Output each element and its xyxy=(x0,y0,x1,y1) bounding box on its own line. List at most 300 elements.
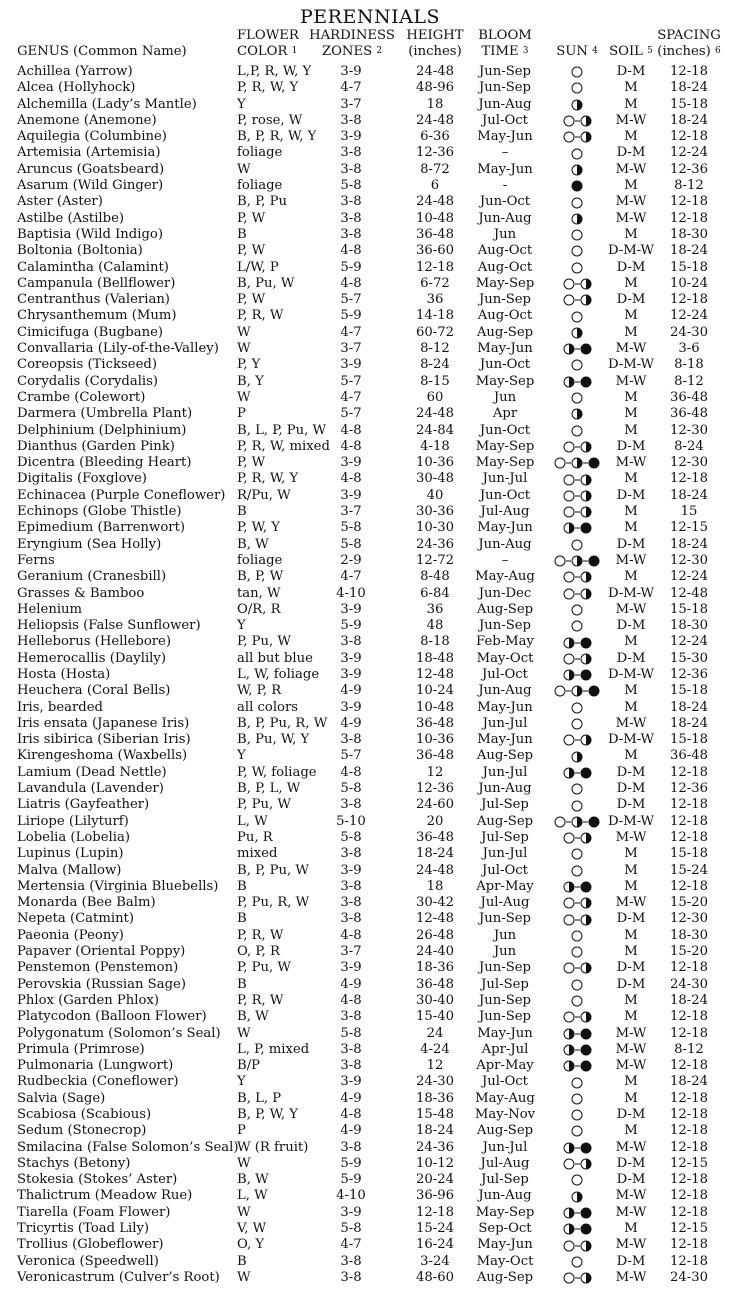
cell-soil: D-M xyxy=(616,781,646,797)
part-shade-icon xyxy=(571,99,583,111)
cell-genus: Corydalis (Corydalis) xyxy=(17,373,159,389)
full-shade-icon xyxy=(571,180,583,192)
cell-height: 15-48 xyxy=(415,1107,455,1122)
cell-zones: 3-9 xyxy=(340,601,362,617)
cell-spacing: 3-6 xyxy=(678,341,700,357)
table-row xyxy=(0,830,748,846)
cell-soil: M xyxy=(624,324,638,340)
cell-genus: Cimicifuga (Bugbane) xyxy=(17,324,164,340)
sun-exposure-icons xyxy=(548,1237,606,1253)
sun-exposure-icons xyxy=(548,1221,606,1237)
cell-color: P, R, W, mixed xyxy=(237,438,330,454)
cell-height: 12-18 xyxy=(415,259,455,275)
cell-zones: 3-8 xyxy=(340,226,362,242)
table-row xyxy=(0,357,748,373)
sun-exposure-icons xyxy=(548,488,606,504)
table-row xyxy=(0,634,748,650)
full-sun-icon xyxy=(571,359,583,371)
cell-bloom: Sep-Oct xyxy=(478,1221,532,1237)
cell-genus: Trollius (Globeflower) xyxy=(17,1237,164,1253)
cell-zones: 3-9 xyxy=(340,129,362,145)
cell-genus: Convallaria (Lily-of-the-Valley) xyxy=(17,341,219,357)
cell-height: 12-36 xyxy=(415,781,455,797)
cell-soil: D-M xyxy=(616,618,646,634)
full-sun-icon xyxy=(571,1256,583,1268)
cell-bloom: Jun-Oct xyxy=(479,357,531,373)
cell-color: Y xyxy=(237,1074,246,1090)
cell-height: 36-60 xyxy=(415,243,455,259)
full-shade-icon xyxy=(580,881,592,893)
cell-spacing: 12-18 xyxy=(669,1139,709,1155)
sun-exposure-icons xyxy=(548,651,606,667)
cell-color: W, P, R xyxy=(237,683,282,699)
sun-exposure-icons xyxy=(548,1123,606,1139)
cell-zones: 3-8 xyxy=(340,194,362,210)
table-row xyxy=(0,1156,748,1172)
part-shade-icon xyxy=(563,376,575,388)
cell-color: P, R, W xyxy=(237,992,284,1008)
table-row xyxy=(0,308,748,324)
cell-height: 24 xyxy=(426,1025,444,1041)
cell-bloom: May-Jun xyxy=(477,341,533,357)
cell-soil: D-M xyxy=(616,64,646,79)
cell-spacing: 12-18 xyxy=(669,1090,709,1106)
part-shade-icon xyxy=(571,327,583,339)
header-spacing-unit: (inches) $^6$ xyxy=(657,44,721,59)
full-sun-icon xyxy=(563,962,575,974)
cell-zones: 5-7 xyxy=(340,292,362,308)
table-row xyxy=(0,537,748,553)
cell-spacing: 12-15 xyxy=(669,1155,709,1171)
cell-bloom: Jun-Oct xyxy=(479,487,531,503)
full-sun-icon xyxy=(563,294,575,306)
full-shade-icon xyxy=(580,669,592,681)
cell-soil: D-M xyxy=(616,1253,646,1269)
table-row xyxy=(0,911,748,927)
cell-genus: Dianthus (Garden Pink) xyxy=(17,438,175,454)
cell-spacing: 8-12 xyxy=(674,1041,704,1057)
cell-height: 8-24 xyxy=(420,357,450,373)
cell-color: P, R, W xyxy=(237,927,284,943)
cell-genus: Polygonatum (Solomon’s Seal) xyxy=(17,1025,221,1041)
cell-soil: M xyxy=(624,178,638,194)
cell-height: 36-48 xyxy=(415,829,455,845)
full-sun-icon xyxy=(571,702,583,714)
cell-height: 3-24 xyxy=(420,1253,450,1269)
cell-zones: 3-8 xyxy=(340,145,362,161)
cell-height: 24-36 xyxy=(415,536,455,552)
sun-exposure-icons xyxy=(548,162,606,178)
cell-genus: Iris, bearded xyxy=(17,699,103,715)
cell-genus: Aquilegia (Columbine) xyxy=(17,129,167,145)
full-shade-icon xyxy=(588,685,600,697)
full-sun-icon xyxy=(571,245,583,257)
table-row xyxy=(0,341,748,357)
cell-soil: M-W xyxy=(615,1188,647,1204)
header-bloom: BLOOM xyxy=(478,28,532,43)
full-sun-icon xyxy=(571,1077,583,1089)
cell-spacing: 36-48 xyxy=(669,389,709,405)
cell-bloom: May-Jun xyxy=(477,732,533,748)
sun-exposure-icons xyxy=(548,634,606,650)
cell-soil: D-M xyxy=(616,536,646,552)
cell-zones: 4-9 xyxy=(340,976,362,992)
cell-genus: Perovskia (Russian Sage) xyxy=(17,976,186,992)
cell-color: B, P, W, Y xyxy=(237,1107,298,1122)
cell-soil: M xyxy=(624,846,638,862)
table-row xyxy=(0,260,748,276)
cell-bloom: Jun-Jul xyxy=(482,715,528,731)
cell-zones: 3-9 xyxy=(340,455,362,471)
cell-spacing: 12-18 xyxy=(669,194,709,210)
cell-genus: Heliopsis (False Sunflower) xyxy=(17,618,201,634)
cell-height: 10-48 xyxy=(415,210,455,226)
cell-bloom: Jun xyxy=(493,944,517,960)
cell-bloom: May-Jun xyxy=(477,161,533,177)
full-sun-icon xyxy=(563,1011,575,1023)
full-shade-icon xyxy=(580,1060,592,1072)
cell-color: B xyxy=(237,976,247,992)
cell-zones: 3-8 xyxy=(340,210,362,226)
cell-height: 24-40 xyxy=(415,944,455,960)
part-shade-icon xyxy=(580,914,592,926)
table-row xyxy=(0,423,748,439)
cell-color: Y xyxy=(237,96,246,112)
cell-height: 24-30 xyxy=(415,1074,455,1090)
sun-exposure-icons xyxy=(548,504,606,520)
part-shade-icon xyxy=(580,897,592,909)
part-shade-icon xyxy=(580,1158,592,1170)
cell-soil: M-W xyxy=(615,715,647,731)
part-shade-icon xyxy=(580,962,592,974)
full-sun-icon xyxy=(571,148,583,160)
cell-color: O, P, R xyxy=(237,944,280,960)
cell-zones: 3-9 xyxy=(340,650,362,666)
full-sun-icon xyxy=(571,229,583,241)
cell-height: 10-36 xyxy=(415,732,455,748)
table-row xyxy=(0,928,748,944)
sun-exposure-icons xyxy=(548,357,606,373)
cell-bloom: May-Sep xyxy=(475,438,535,454)
cell-spacing: 15-24 xyxy=(669,862,709,878)
cell-bloom: Feb-May xyxy=(476,634,534,650)
cell-zones: 5-9 xyxy=(340,618,362,634)
footnote-2: 2 xyxy=(376,46,383,56)
cell-soil: M xyxy=(624,944,638,960)
full-sun-icon xyxy=(571,82,583,94)
cell-height: 18-24 xyxy=(415,846,455,862)
table-row xyxy=(0,781,748,797)
part-shade-icon xyxy=(563,343,575,355)
cell-bloom: Jun-Sep xyxy=(478,618,531,634)
table-row xyxy=(0,1237,748,1253)
cell-genus: Baptisia (Wild Indigo) xyxy=(17,226,163,242)
cell-zones: 4-8 xyxy=(340,927,362,943)
table-row xyxy=(0,325,748,341)
cell-height: 24-48 xyxy=(415,112,455,128)
table-row xyxy=(0,602,748,618)
cell-spacing: 12-18 xyxy=(669,292,709,308)
cell-spacing: 12-18 xyxy=(669,1009,709,1025)
cell-color: B, L, P xyxy=(237,1090,282,1106)
table-row xyxy=(0,879,748,895)
part-shade-icon xyxy=(563,767,575,779)
table-row xyxy=(0,1221,748,1237)
cell-genus: Sedum (Stonecrop) xyxy=(17,1123,147,1139)
cell-spacing: 15-30 xyxy=(669,650,709,666)
cell-genus: Liatris (Gayfeather) xyxy=(17,797,150,813)
full-sun-icon xyxy=(563,588,575,600)
sun-exposure-icons xyxy=(548,748,606,764)
cell-zones: 5-7 xyxy=(340,406,362,422)
cell-bloom: May-Jun xyxy=(477,520,533,536)
cell-spacing: 12-36 xyxy=(669,666,709,682)
table-row xyxy=(0,1123,748,1139)
cell-height: 8-72 xyxy=(420,161,450,177)
cell-bloom: May-Aug xyxy=(475,1090,535,1106)
cell-color: W xyxy=(237,324,251,340)
cell-spacing: 36-48 xyxy=(669,748,709,764)
cell-spacing: 18-24 xyxy=(669,80,709,96)
cell-zones: 3-8 xyxy=(340,1269,362,1285)
table-row xyxy=(0,145,748,161)
cell-color: L,P, R, W, Y xyxy=(237,64,312,79)
cell-zones: 3-8 xyxy=(340,878,362,894)
part-shade-icon xyxy=(563,1142,575,1154)
part-shade-icon xyxy=(571,1191,583,1203)
cell-spacing: 10-24 xyxy=(669,275,709,291)
sun-exposure-icons xyxy=(548,308,606,324)
cell-genus: Epimedium (Barrenwort) xyxy=(17,520,186,536)
sun-exposure-icons xyxy=(548,797,606,813)
cell-soil: M xyxy=(624,129,638,145)
cell-genus: Calamintha (Calamint) xyxy=(17,259,169,275)
footnote-4: 4 xyxy=(592,46,598,56)
cell-genus: Stokesia (Stokes’ Aster) xyxy=(17,1172,178,1188)
cell-soil: M xyxy=(624,992,638,1008)
cell-soil: M-W xyxy=(615,1025,647,1041)
cell-spacing: 12-36 xyxy=(669,161,709,177)
cell-bloom: Jun-Sep xyxy=(478,911,531,927)
cell-bloom: Jun-Oct xyxy=(479,194,531,210)
full-sun-icon xyxy=(554,816,566,828)
cell-height: 24-48 xyxy=(415,862,455,878)
cell-color: B, W xyxy=(237,1009,269,1025)
cell-height: 15-40 xyxy=(415,1009,455,1025)
table-row xyxy=(0,97,748,113)
cell-height: 10-24 xyxy=(415,683,455,699)
cell-height: 30-42 xyxy=(415,895,455,911)
cell-soil: M-W xyxy=(615,552,647,568)
cell-spacing: 18-24 xyxy=(669,1074,709,1090)
cell-zones: 3-7 xyxy=(340,341,362,357)
cell-soil: M-W xyxy=(615,1041,647,1057)
cell-height: 36-48 xyxy=(415,715,455,731)
cell-color: P, R, W, Y xyxy=(237,471,299,487)
sun-exposure-icons xyxy=(548,1188,606,1204)
cell-genus: Penstemon (Penstemon) xyxy=(17,960,179,976)
cell-color: W xyxy=(237,1025,251,1041)
part-shade-icon xyxy=(563,1028,575,1040)
full-sun-icon xyxy=(571,392,583,404)
cell-height: 36-96 xyxy=(415,1188,455,1204)
cell-bloom: Jun-Aug xyxy=(478,210,532,226)
table-row xyxy=(0,113,748,129)
cell-genus: Grasses & Bamboo xyxy=(17,585,145,601)
cell-spacing: 12-18 xyxy=(669,829,709,845)
cell-genus: Platycodon (Balloon Flower) xyxy=(17,1009,207,1025)
sun-exposure-icons xyxy=(548,683,606,699)
cell-spacing: 12-30 xyxy=(669,422,709,438)
cell-bloom: Aug-Sep xyxy=(476,601,534,617)
full-shade-icon xyxy=(580,522,592,534)
cell-zones: 2-9 xyxy=(340,552,362,568)
part-shade-icon xyxy=(571,685,583,697)
cell-soil: D-M xyxy=(616,259,646,275)
table-row xyxy=(0,895,748,911)
cell-height: 60-72 xyxy=(415,324,455,340)
full-sun-icon xyxy=(571,1174,583,1186)
cell-genus: Aster (Aster) xyxy=(17,194,103,210)
cell-spacing: 12-18 xyxy=(669,1204,709,1220)
cell-genus: Veronica (Speedwell) xyxy=(17,1253,159,1269)
cell-genus: Digitalis (Foxglove) xyxy=(17,471,147,487)
cell-bloom: Jun-Aug xyxy=(478,536,532,552)
full-sun-icon xyxy=(563,734,575,746)
cell-color: L/W, P xyxy=(237,259,279,275)
cell-soil: M xyxy=(624,275,638,291)
part-shade-icon xyxy=(563,669,575,681)
cell-bloom: – xyxy=(501,552,509,568)
table-row xyxy=(0,80,748,96)
cell-spacing: 24-30 xyxy=(669,324,709,340)
cell-spacing: 12-18 xyxy=(669,129,709,145)
part-shade-icon xyxy=(563,522,575,534)
cell-height: 12 xyxy=(426,1058,444,1074)
cell-spacing: 24-30 xyxy=(669,1269,709,1285)
cell-spacing: 12-15 xyxy=(669,1221,709,1237)
footnote-6: 6 xyxy=(714,46,721,56)
cell-genus: Anemone (Anemone) xyxy=(17,112,157,128)
full-sun-icon xyxy=(563,653,575,665)
full-sun-icon xyxy=(571,1093,583,1105)
cell-bloom: Jul-Aug xyxy=(480,1155,530,1171)
full-shade-icon xyxy=(588,457,600,469)
sun-exposure-icons xyxy=(548,260,606,276)
table-row xyxy=(0,162,748,178)
sun-exposure-icons xyxy=(548,537,606,553)
cell-color: P, rose, W xyxy=(237,112,303,128)
cell-soil: M xyxy=(624,80,638,96)
cell-soil: D-M xyxy=(616,1107,646,1122)
cell-zones: 3-9 xyxy=(340,960,362,976)
table-row xyxy=(0,944,748,960)
cell-height: 18 xyxy=(426,878,444,894)
cell-spacing: 15-18 xyxy=(669,96,709,112)
full-sun-icon xyxy=(563,1158,575,1170)
cell-genus: Primula (Primrose) xyxy=(17,1041,145,1057)
header-height: HEIGHT xyxy=(406,28,464,43)
cell-spacing: 12-18 xyxy=(669,764,709,780)
sun-exposure-icons xyxy=(548,374,606,390)
cell-color: tan, W xyxy=(237,585,281,601)
full-sun-icon xyxy=(563,490,575,502)
table-row xyxy=(0,439,748,455)
cell-soil: M xyxy=(624,634,638,650)
cell-genus: Nepeta (Catmint) xyxy=(17,911,135,927)
cell-bloom: Jun-Sep xyxy=(478,1009,531,1025)
full-sun-icon xyxy=(571,1125,583,1137)
full-shade-icon xyxy=(580,376,592,388)
cell-zones: 5-8 xyxy=(340,1025,362,1041)
cell-soil: D-M xyxy=(616,1172,646,1188)
cell-color: Pu, R xyxy=(237,829,273,845)
cell-soil: M-W xyxy=(615,895,647,911)
cell-color: foliage xyxy=(237,178,283,194)
cell-bloom: Jun xyxy=(493,389,517,405)
cell-genus: Crambe (Colewort) xyxy=(17,389,146,405)
cell-genus: Echinacea (Purple Coneflower) xyxy=(17,487,226,503)
sun-exposure-icons xyxy=(548,814,606,830)
cell-spacing: 18-24 xyxy=(669,536,709,552)
cell-color: P, Pu, W xyxy=(237,960,291,976)
cell-zones: 3-7 xyxy=(340,504,362,520)
sun-exposure-icons xyxy=(548,569,606,585)
cell-color: W (R fruit) xyxy=(237,1139,309,1155)
cell-height: 24-48 xyxy=(415,64,455,79)
cell-color: B/P xyxy=(237,1058,261,1074)
table-row xyxy=(0,586,748,602)
cell-soil: M xyxy=(624,748,638,764)
cell-color: P, R, W xyxy=(237,308,284,324)
cell-genus: Campanula (Bellflower) xyxy=(17,275,176,291)
cell-zones: 5-9 xyxy=(340,259,362,275)
cell-height: 6-84 xyxy=(420,585,450,601)
cell-color: B, Y xyxy=(237,373,264,389)
cell-soil: M xyxy=(624,389,638,405)
full-shade-icon xyxy=(580,767,592,779)
cell-color: B xyxy=(237,1253,247,1269)
cell-zones: 4-8 xyxy=(340,275,362,291)
sun-exposure-icons xyxy=(548,292,606,308)
header-flower: FLOWER xyxy=(237,28,299,43)
sun-exposure-icons xyxy=(548,1091,606,1107)
cell-height: 24-60 xyxy=(415,797,455,813)
sun-exposure-icons xyxy=(548,211,606,227)
part-shade-icon xyxy=(580,506,592,518)
cell-zones: 3-9 xyxy=(340,1204,362,1220)
cell-soil: M xyxy=(624,504,638,520)
cell-zones: 5-8 xyxy=(340,520,362,536)
footnote-3: 3 xyxy=(522,46,529,56)
sun-exposure-icons xyxy=(548,423,606,439)
cell-height: 12-36 xyxy=(415,145,455,161)
part-shade-icon xyxy=(571,408,583,420)
cell-color: P, W xyxy=(237,243,266,259)
cell-genus: Boltonia (Boltonia) xyxy=(17,243,143,259)
sun-exposure-icons xyxy=(548,977,606,993)
full-shade-icon xyxy=(588,816,600,828)
cell-zones: 5-8 xyxy=(340,1221,362,1237)
part-shade-icon xyxy=(580,832,592,844)
cell-zones: 4-9 xyxy=(340,683,362,699)
table-row xyxy=(0,846,748,862)
cell-bloom: Jul-Sep xyxy=(481,976,529,992)
cell-soil: M xyxy=(624,520,638,536)
cell-genus: Geranium (Cranesbill) xyxy=(17,569,167,585)
cell-height: 30-36 xyxy=(415,504,455,520)
cell-color: L, W, foliage xyxy=(237,666,320,682)
